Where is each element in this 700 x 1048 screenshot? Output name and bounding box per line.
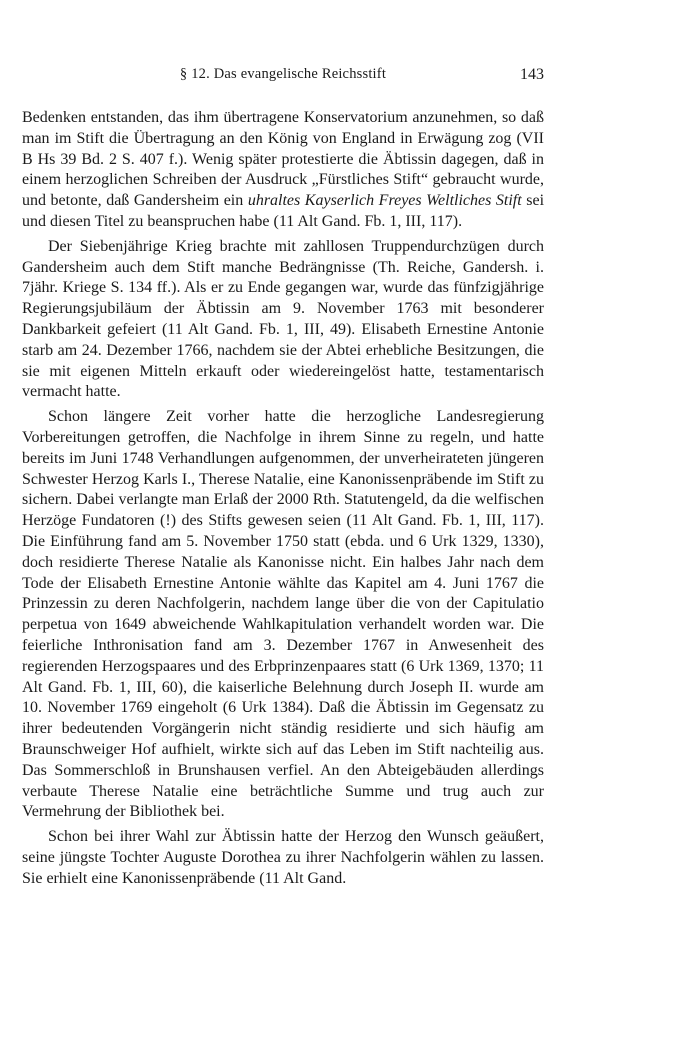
page-number: 143	[520, 66, 544, 83]
paragraph-2: Der Siebenjährige Krieg brachte mit zahllosen Truppendurchzügen durch Gandersheim auch dem Stift manche Bedrängnisse (Th. Reiche, Gandersh. i. 7jähr. Kriege S. 134 ff.). Als er zu Ende gegangen war, wurde das fünfzigjährige Regierungsjubiläum der Äbtissin am 9. November 1763 mit besonderer Dankbarkeit gefeiert (11 Alt Gand. Fb. 1, III, 49). Elisabeth Ernestine Antonie starb am 24. Dezember 1766, nachdem sie der Abtei erhebliche Besitzungen, die sie mit eigenen Mitteln erkauft oder wiedereingelöst hatte, testamentarisch vermacht hatte.	[22, 237, 544, 401]
paragraph-3: Schon längere Zeit vorher hatte die herzogliche Landesregierung Vorbereitungen getroffen, die Nachfolge in ihrem Sinne zu regeln, und hatte bereits im Juni 1748 Verhandlungen aufgenommen, der unverheirateten jüngeren Schwester Herzog Karls I., Therese Natalie, eine Kanonissenpräbende im Stift zu sichern. Dabei verlangte man Erlaß der 2000 Rth. Statutengeld, da die welfischen Herzöge Fundatoren (!) des Stifts gewesen seien (11 Alt Gand. Fb. 1, III, 117). Die Einführung fand am 5. November 1750 statt (ebda. und 6 Urk 1329, 1330), doch residierte Therese Natalie als Kanonisse nicht. Ein halbes Jahr nach dem Tode der Elisabeth Ernestine Antonie wählte das Kapitel am 4. Juni 1767 die Prinzessin zu deren Nachfolgerin, nachdem lange über die von der Capitulatio perpetua von 1649 abweichende Wahlkapitulation verhandelt worden war. Die feierliche Inthronisation fand am 3. Dezember 1767 in Anwesenheit des regierenden Herzogspaares und des Erbprinzenpaares statt (6 Urk 1369, 1370; 11 Alt Gand. Fb. 1, III, 60), die kaiserliche Belehnung durch Joseph II. wurde am 10. November 1769 eingeholt (6 Urk 1384). Daß die Äbtissin im Gegensatz zu ihrer bedeutenden Vorgängerin nicht ständig residierte und sich häufig am Braunschweiger Hof aufhielt, wirkte sich auf das Leben im Stift nachteilig aus. Das Sommerschloß in Brunshausen verfiel. An den Abteigebäuden allerdings verbaute Therese Natalie eine beträchtliche Summe und trug auch zur Vermehrung der Bibliothek bei.	[22, 408, 544, 821]
paragraph-1-italic-title: uhraltes Kayserlich Freyes Weltliches Stift	[247, 192, 522, 210]
paragraph-1-text-a: Bedenken entstanden, das ihm übertragene Konservatorium anzunehmen, so daß man im Stift die Übertragung an den König von England in Erwägung zog (VII B Hs 39 Bd. 2 S. 407 f.). Wenig später protestierte die Äbtissin dagegen, daß in einem herzoglichen Schreiben der Ausdruck „Fürstliches Stift“ gebraucht wurde, und betonte, daß Gandersheim ein	[22, 109, 544, 210]
running-title: § 12. Das evangelische Reichsstift	[179, 66, 387, 82]
running-head	[22, 66, 544, 88]
body-text	[22, 108, 544, 893]
paragraph-1	[22, 108, 544, 233]
paragraph-1-text-b: sei und diesen Titel zu beanspruchen habe (11 Alt Gand. Fb. 1, III, 117).	[22, 192, 545, 230]
paragraph-4: Schon bei ihrer Wahl zur Äbtissin hatte der Herzog den Wunsch geäußert, seine jüngste Tochter Auguste Dorothea zu ihrer Nachfolgerin wählen zu lassen. Sie erhielt eine Kanonissenpräbende (11 Alt Gand.	[22, 828, 544, 887]
